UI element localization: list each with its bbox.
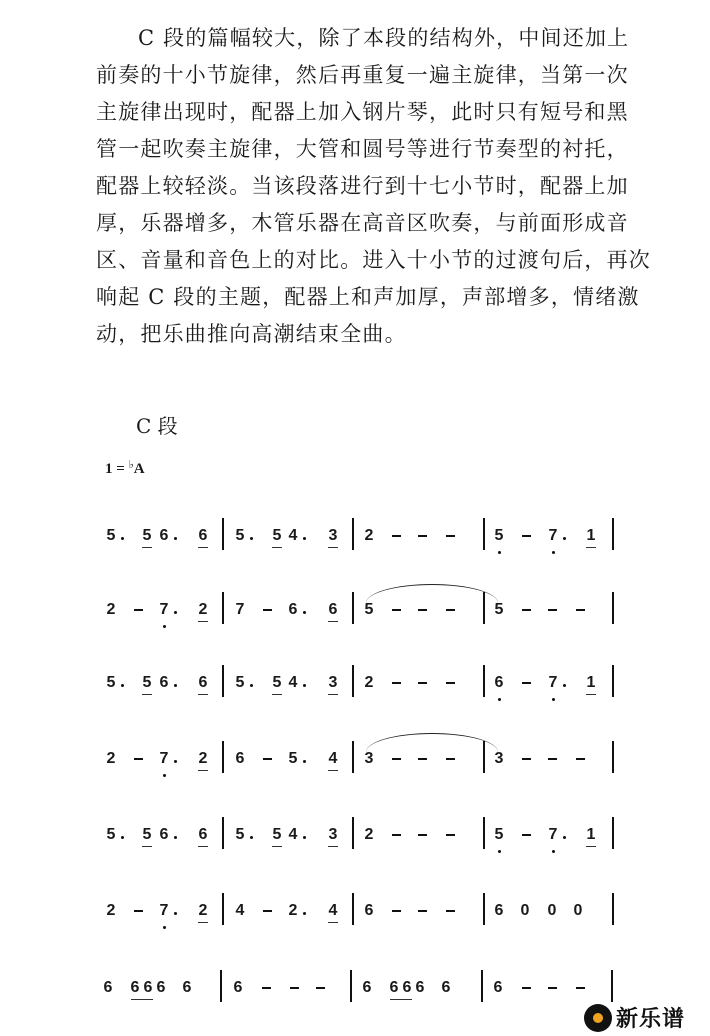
- note: 6: [235, 750, 245, 767]
- note: 2: [364, 826, 374, 843]
- note: 6: [196, 673, 210, 693]
- note: 2: [196, 901, 210, 921]
- barline: [612, 741, 614, 773]
- barline: [483, 665, 485, 697]
- section-title: C 段: [136, 414, 178, 438]
- barline: [352, 893, 354, 925]
- score-row: [0, 893, 710, 933]
- note: 7: [157, 749, 171, 769]
- note: 6: [233, 979, 243, 996]
- note: 7: [546, 673, 560, 693]
- score-row: [0, 518, 710, 558]
- text-line: 厚，乐器增多，木管乐器在高音区吹奏，与前面形成音: [96, 211, 629, 235]
- note: 2: [288, 902, 298, 919]
- note: 6: [182, 979, 192, 996]
- note: 5: [492, 526, 506, 546]
- note: 0: [573, 902, 583, 919]
- underline-group: [131, 999, 153, 1000]
- text-line: 动，把乐曲推向高潮结束全曲。: [96, 322, 407, 346]
- barline: [222, 665, 224, 697]
- underline-group: [390, 999, 412, 1000]
- note: 4: [326, 749, 340, 769]
- note: 7: [157, 600, 171, 620]
- barline: [483, 817, 485, 849]
- barline: [481, 970, 483, 1002]
- note: 5: [140, 825, 154, 845]
- note: 6: [143, 979, 153, 996]
- note: 2: [196, 749, 210, 769]
- barline: [352, 741, 354, 773]
- barline: [612, 893, 614, 925]
- description-paragraph: [96, 20, 651, 353]
- note: 5: [494, 601, 504, 618]
- text-line: 主旋律出现时，配器上加入钢片琴，此时只有短号和黑: [96, 100, 629, 124]
- flat-sign: ♭: [128, 459, 134, 471]
- note: 4: [288, 826, 298, 843]
- barline: [483, 893, 485, 925]
- barline: [222, 518, 224, 550]
- note: 6: [159, 674, 169, 691]
- note: 2: [106, 601, 116, 618]
- note: 6: [494, 902, 504, 919]
- note: 2: [196, 600, 210, 620]
- barline: [483, 741, 485, 773]
- note: 7: [546, 526, 560, 546]
- text-line: 前奏的十小节旋律，然后再重复一遍主旋律，当第一次: [96, 63, 629, 87]
- note: 6: [288, 601, 298, 618]
- barline: [612, 518, 614, 550]
- note: 2: [364, 674, 374, 691]
- note: 3: [326, 825, 340, 845]
- note: 6: [441, 979, 451, 996]
- note: 5: [235, 527, 245, 544]
- note: 4: [326, 901, 340, 921]
- note: 4: [288, 674, 298, 691]
- text-line: 管一起吹奏主旋律，大管和圆号等进行节奏型的衬托，: [96, 137, 629, 161]
- score-row: [0, 741, 710, 781]
- note: 6: [103, 979, 113, 996]
- barline: [352, 592, 354, 624]
- note: 5: [106, 527, 116, 544]
- note: 3: [494, 750, 504, 767]
- text-line: 配器上较轻淡。当该段落进行到十七小节时，配器上加: [96, 174, 629, 198]
- note: 6: [402, 979, 412, 996]
- note: 6: [493, 979, 503, 996]
- barline: [352, 665, 354, 697]
- text-line: 区、音量和音色上的对比。进入十小节的过渡句后，再次: [96, 248, 651, 272]
- key-prefix: 1 =: [105, 461, 129, 477]
- note: 6: [362, 979, 372, 996]
- note: 6: [159, 826, 169, 843]
- barline: [350, 970, 352, 1002]
- note: 6: [196, 526, 210, 546]
- note: 6: [492, 673, 506, 693]
- note: 4: [235, 902, 245, 919]
- note: 3: [364, 750, 374, 767]
- note: 5: [270, 673, 284, 693]
- key-signature: [105, 458, 145, 478]
- barline: [222, 741, 224, 773]
- barline: [483, 592, 485, 624]
- vinyl-record-icon: [584, 1004, 612, 1032]
- note: 5: [288, 750, 298, 767]
- key-note: A: [133, 461, 145, 477]
- barline: [222, 893, 224, 925]
- barline: [483, 518, 485, 550]
- barline: [612, 592, 614, 624]
- note: 6: [415, 979, 425, 996]
- note: 7: [235, 601, 245, 618]
- note: 2: [106, 902, 116, 919]
- note: 6: [156, 979, 166, 996]
- note: 6: [159, 527, 169, 544]
- note: 3: [326, 526, 340, 546]
- watermark-logo: [584, 1002, 685, 1033]
- barline: [352, 817, 354, 849]
- note: 5: [364, 601, 374, 618]
- text-line: 响起 C 段的主题，配器上和声加厚，声部增多，情绪激: [96, 285, 640, 309]
- note: 5: [140, 526, 154, 546]
- note: 5: [235, 826, 245, 843]
- text-line: C 段的篇幅较大，除了本段的结构外，中间还加上: [138, 26, 630, 50]
- note: 4: [288, 527, 298, 544]
- note: 3: [326, 673, 340, 693]
- barline: [611, 970, 613, 1002]
- tie-slur: [366, 733, 498, 752]
- tie-slur: [366, 584, 498, 603]
- note: 5: [106, 826, 116, 843]
- note: 5: [492, 825, 506, 845]
- note: 0: [547, 902, 557, 919]
- note: 1: [584, 526, 598, 546]
- note: 5: [235, 674, 245, 691]
- note: 6: [196, 825, 210, 845]
- note: 6: [130, 979, 140, 996]
- score-row: [0, 817, 710, 857]
- score-row: [0, 665, 710, 705]
- watermark-text: 新乐谱: [616, 1007, 686, 1032]
- note: 2: [106, 750, 116, 767]
- barline: [222, 592, 224, 624]
- note: 5: [140, 673, 154, 693]
- note: 5: [106, 674, 116, 691]
- note: 5: [270, 825, 284, 845]
- score-row: [0, 592, 710, 632]
- barline: [612, 817, 614, 849]
- barline: [220, 970, 222, 1002]
- barline: [352, 518, 354, 550]
- note: 2: [364, 527, 374, 544]
- barline: [222, 817, 224, 849]
- note: 7: [157, 901, 171, 921]
- note: 1: [584, 673, 598, 693]
- note: 0: [520, 902, 530, 919]
- note: 7: [546, 825, 560, 845]
- note: 1: [584, 825, 598, 845]
- note: 6: [326, 600, 340, 620]
- note: 5: [270, 526, 284, 546]
- note: 6: [389, 979, 399, 996]
- barline: [612, 665, 614, 697]
- note: 6: [364, 902, 374, 919]
